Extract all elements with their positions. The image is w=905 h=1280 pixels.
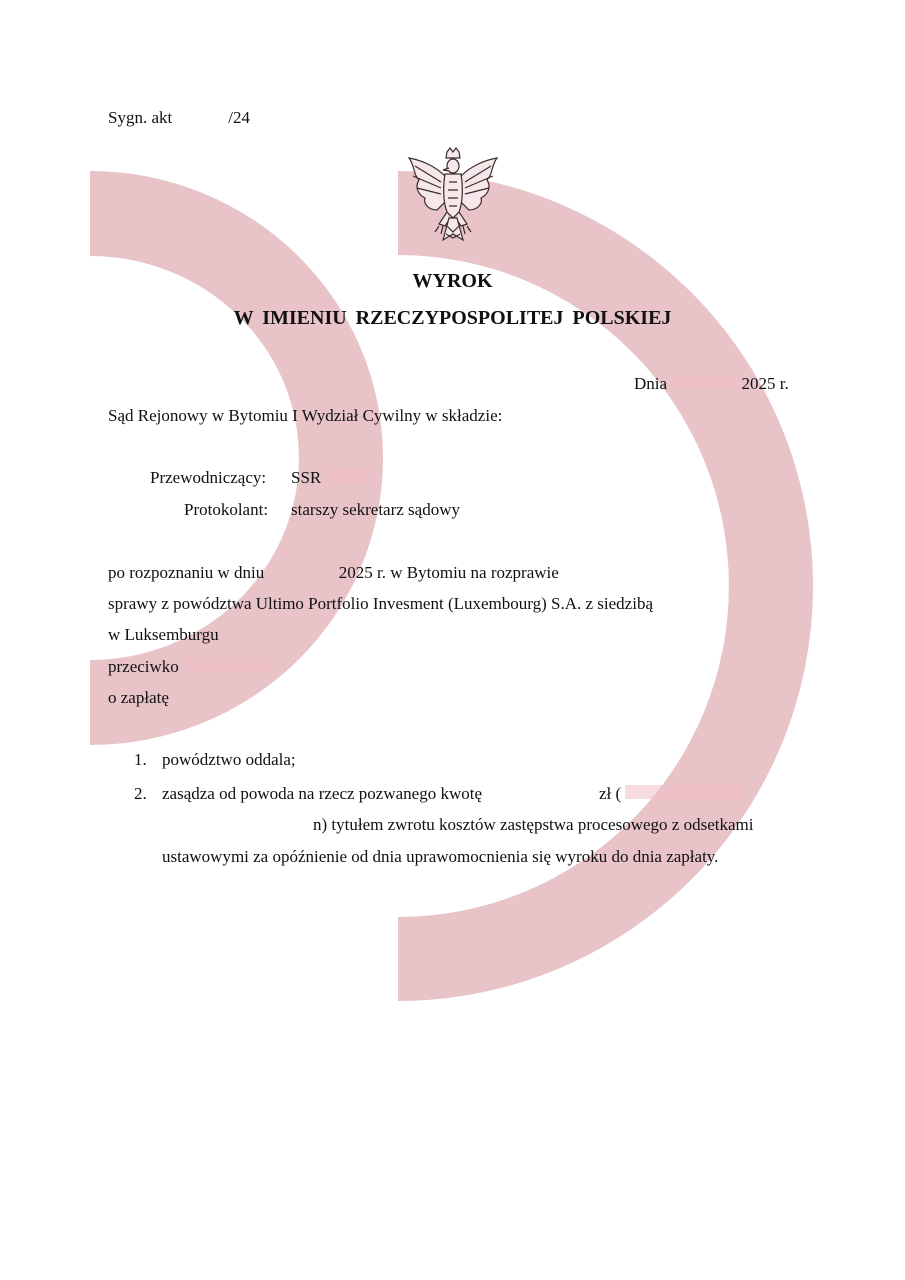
case-line-2: sprawy z powództwa Ultimo Portfolio Invesment (Luxembourg) S.A. z siedzibą: [108, 594, 653, 613]
watermark-right-arc: [398, 171, 813, 1001]
case-line-1: [108, 563, 559, 583]
redacted-date: [671, 375, 737, 389]
redacted-chair-name: [326, 469, 376, 483]
ruling-2-number: 2.: [134, 784, 147, 803]
against-label: przeciwko: [108, 657, 179, 676]
case-ref-suffix: /24: [228, 108, 250, 127]
judgment-title: WYROK: [412, 270, 493, 292]
hearing-suffix: 2025 r. w Bytomiu na rozprawie: [338, 563, 559, 582]
ruling-2-line-3: ustawowymi za opóźnienie od dnia uprawomocnienia się wyroku do dnia zapłaty.: [162, 847, 719, 866]
polish-eagle-emblem: [405, 146, 501, 250]
date-line: [634, 374, 789, 394]
redacted-hearing-date: [269, 564, 335, 578]
ruling-1-text: powództwo oddala;: [162, 750, 296, 769]
ruling-1-number: 1.: [134, 750, 147, 769]
redacted-defendant: [183, 658, 273, 672]
redacted-amount-words: [625, 785, 745, 799]
chair-label: Przewodniczący:: [150, 468, 267, 487]
judgment-subtitle: W IMIENIU RZECZYPOSPOLITEJ POLSKIEJ: [233, 307, 672, 329]
case-line-3: w Luksemburgu: [108, 625, 219, 644]
case-line-5: o zapłatę: [108, 688, 169, 707]
case-line-4: [108, 657, 273, 677]
hearing-prefix: po rozpoznaniu w dniu: [108, 563, 265, 582]
date-suffix: 2025 r.: [741, 374, 789, 393]
clerk-label: Protokolant:: [184, 500, 269, 519]
chair-value: [291, 468, 376, 488]
case-reference: [108, 108, 250, 128]
court-line: Sąd Rejonowy w Bytomiu I Wydział Cywilny w składzie:: [108, 406, 503, 425]
ruling-2-line-1b: [599, 784, 745, 804]
clerk-value: starszy sekretarz sądowy: [291, 500, 460, 519]
date-prefix: Dnia: [634, 374, 668, 393]
case-ref-prefix: Sygn. akt: [108, 108, 173, 127]
chair-title: SSR: [291, 468, 322, 487]
currency-text: zł (: [599, 784, 622, 803]
ruling-2-line-2: n) tytułem zwrotu kosztów zastępstwa procesowego z odsetkami: [313, 815, 754, 834]
ruling-2-line-1a: zasądza od powoda na rzecz pozwanego kwotę: [162, 784, 483, 803]
